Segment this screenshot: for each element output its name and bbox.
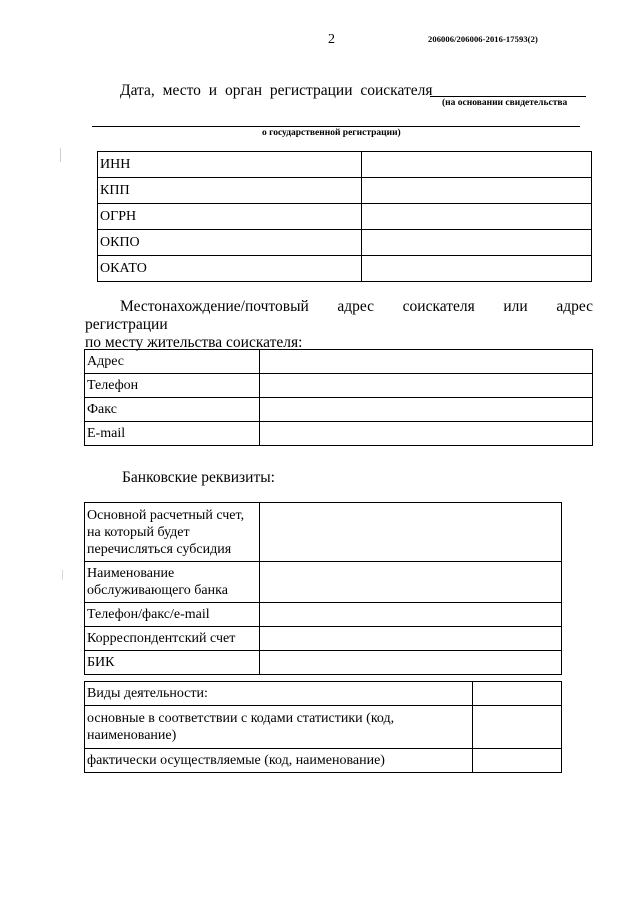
table-row bbox=[85, 603, 562, 627]
bank-value-account[interactable] bbox=[260, 503, 562, 562]
activities-table bbox=[84, 681, 562, 773]
registration-hint-line2: о государственной регистрации) bbox=[262, 128, 401, 138]
activities-title-value bbox=[473, 682, 562, 706]
bank-details-title: Банковские реквизиты: bbox=[122, 469, 275, 486]
activity-value-main[interactable] bbox=[473, 706, 562, 749]
page-number: 2 bbox=[328, 32, 335, 47]
registration-input-line[interactable] bbox=[430, 96, 586, 97]
activity-label-actual: фактически осуществляемые (код, наименование) bbox=[85, 749, 473, 773]
code-value-ogrn[interactable] bbox=[362, 204, 592, 230]
table-row bbox=[85, 503, 562, 562]
address-section-line1: Местонахождение/почтовый адрес соискателя или адрес регистрации bbox=[85, 298, 593, 333]
registration-input-line-2[interactable] bbox=[92, 126, 580, 127]
contact-value-address[interactable] bbox=[260, 350, 593, 374]
code-value-kpp[interactable] bbox=[362, 178, 592, 204]
contact-label-address: Адрес bbox=[85, 350, 260, 374]
code-label-okato: ОКАТО bbox=[98, 256, 362, 282]
bank-label-contacts: Телефон/факс/e-mail bbox=[85, 603, 260, 627]
table-row bbox=[85, 682, 562, 706]
table-row bbox=[98, 256, 592, 282]
contacts-table bbox=[84, 349, 593, 446]
contact-value-phone[interactable] bbox=[260, 374, 593, 398]
bank-details-table bbox=[84, 502, 562, 675]
table-row bbox=[85, 350, 593, 374]
activities-title: Виды деятельности: bbox=[85, 682, 473, 706]
registry-codes-table bbox=[97, 151, 592, 282]
table-row bbox=[98, 178, 592, 204]
activity-label-main: основные в соответствии с кодами статистики (код, наименование) bbox=[85, 706, 473, 749]
table-row bbox=[85, 627, 562, 651]
bank-value-corr-account[interactable] bbox=[260, 627, 562, 651]
contact-label-email: E-mail bbox=[85, 422, 260, 446]
code-label-kpp: КПП bbox=[98, 178, 362, 204]
table-row bbox=[85, 706, 562, 749]
scan-margin-mark bbox=[60, 148, 61, 162]
bank-value-contacts[interactable] bbox=[260, 603, 562, 627]
contact-label-phone: Телефон bbox=[85, 374, 260, 398]
address-section-line2: по месту жительства соискателя: bbox=[85, 334, 303, 351]
table-row bbox=[85, 749, 562, 773]
bank-label-account: Основной расчетный счет, на который будет перечисляться субсидия bbox=[85, 503, 260, 562]
code-label-inn: ИНН bbox=[98, 152, 362, 178]
code-value-inn[interactable] bbox=[362, 152, 592, 178]
document-code: 206006/206006-2016-17593(2) bbox=[428, 34, 538, 44]
scan-margin-mark bbox=[62, 570, 63, 580]
bank-value-bik[interactable] bbox=[260, 651, 562, 675]
table-row bbox=[85, 651, 562, 675]
table-row bbox=[85, 374, 593, 398]
contact-value-email[interactable] bbox=[260, 422, 593, 446]
registration-label: Дата, место и орган регистрации соискателя bbox=[120, 82, 433, 99]
bank-label-corr-account: Корреспондентский счет bbox=[85, 627, 260, 651]
table-row bbox=[98, 204, 592, 230]
contact-label-fax: Факс bbox=[85, 398, 260, 422]
code-value-okato[interactable] bbox=[362, 256, 592, 282]
bank-value-bank-name[interactable] bbox=[260, 562, 562, 603]
table-row bbox=[85, 398, 593, 422]
registration-hint-line1: (на основании свидетельства bbox=[442, 98, 568, 108]
table-row bbox=[98, 152, 592, 178]
code-label-ogrn: ОГРН bbox=[98, 204, 362, 230]
table-row bbox=[85, 562, 562, 603]
bank-label-bik: БИК bbox=[85, 651, 260, 675]
table-row bbox=[98, 230, 592, 256]
bank-label-bank-name: Наименование обслуживающего банка bbox=[85, 562, 260, 603]
code-label-okpo: ОКПО bbox=[98, 230, 362, 256]
address-section-text bbox=[85, 298, 593, 352]
table-row bbox=[85, 422, 593, 446]
activity-value-actual[interactable] bbox=[473, 749, 562, 773]
contact-value-fax[interactable] bbox=[260, 398, 593, 422]
code-value-okpo[interactable] bbox=[362, 230, 592, 256]
